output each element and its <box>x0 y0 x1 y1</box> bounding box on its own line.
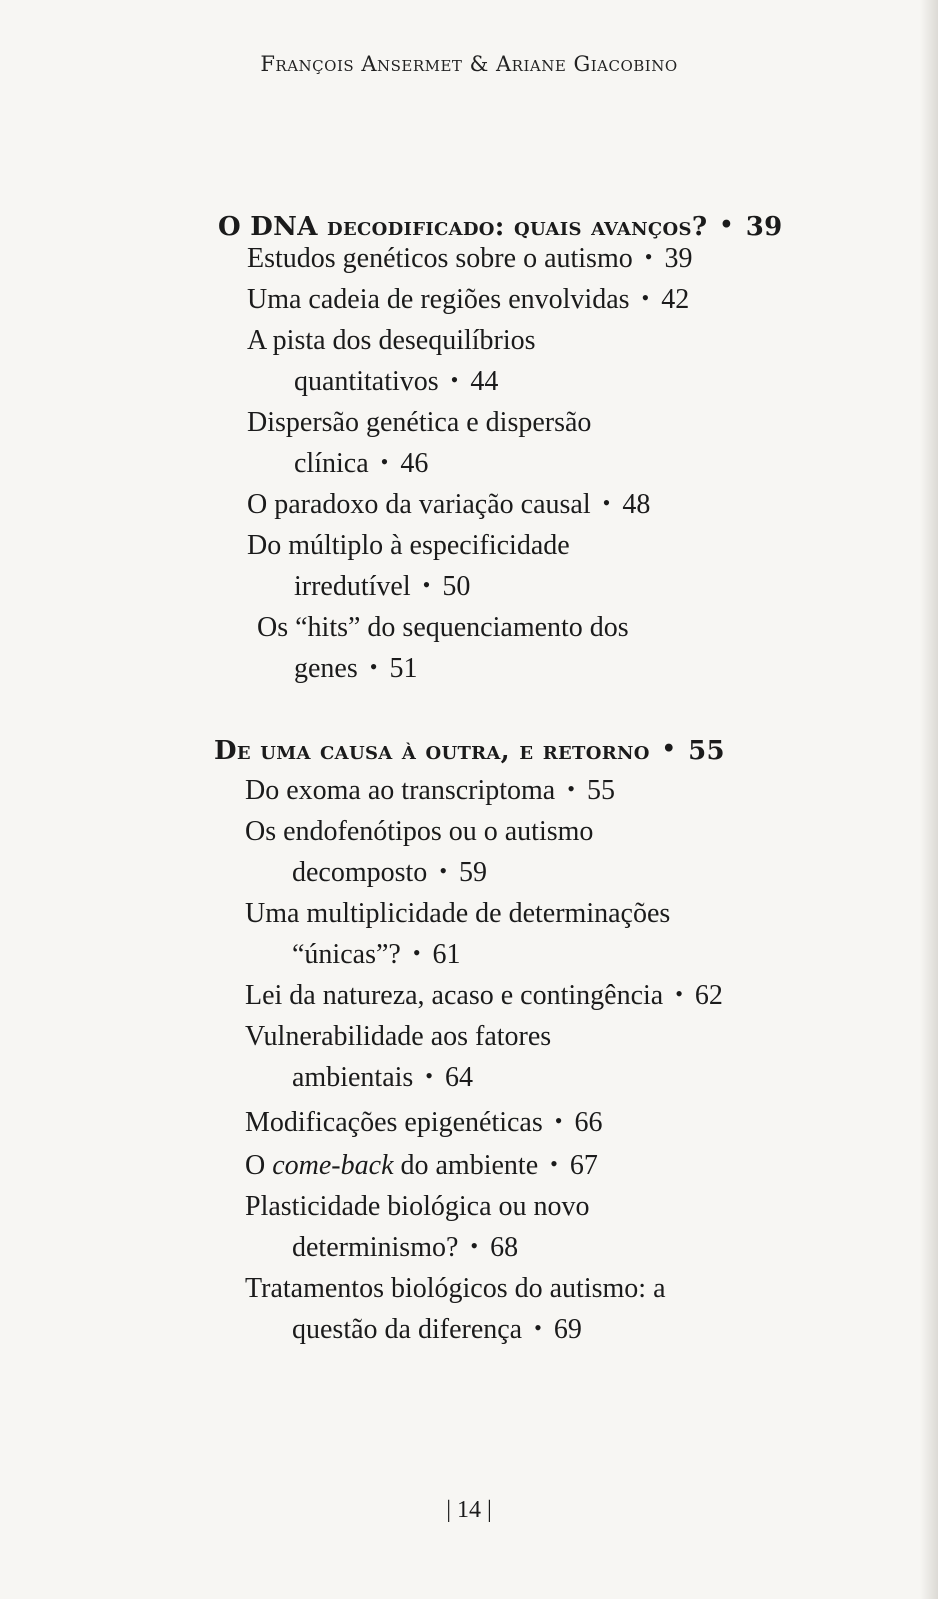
entry-title: Vulnerabilidade aos fatores <box>245 1021 552 1052</box>
toc-entry[interactable] <box>245 898 670 930</box>
toc-entry-continuation[interactable] <box>294 571 470 603</box>
entry-page: 50 <box>442 571 471 602</box>
bullet-separator: • <box>719 212 734 238</box>
bullet-separator: • <box>412 940 421 965</box>
toc-entry[interactable] <box>245 1191 590 1223</box>
entry-title-italic: come-back <box>272 1150 394 1181</box>
toc-entry[interactable] <box>245 1021 551 1053</box>
toc-entry[interactable] <box>247 243 692 275</box>
entry-title: “únicas”? <box>292 939 401 970</box>
bullet-separator: • <box>425 1063 433 1088</box>
toc-entry[interactable] <box>247 407 591 439</box>
section-title[interactable] <box>214 736 725 766</box>
entry-page: 55 <box>586 775 615 806</box>
bullet-separator: • <box>470 1233 479 1258</box>
entry-title: Modificações epigenéticas <box>245 1107 543 1138</box>
entry-page: 51 <box>389 653 418 684</box>
entry-title: Lei da natureza, acaso e contingência <box>245 980 664 1011</box>
toc-entry-continuation[interactable] <box>292 1314 582 1346</box>
entry-title: A pista dos desequilíbrios <box>247 325 536 356</box>
bullet-separator: • <box>661 736 677 762</box>
section-title-text: O DNA decodificado: quais avanços? <box>218 212 708 242</box>
entry-title: Do exoma ao transcriptoma <box>245 775 556 806</box>
toc-entry-continuation[interactable] <box>294 448 428 480</box>
entry-page: 39 <box>664 243 693 274</box>
bullet-separator: • <box>602 490 611 515</box>
section-page-number: 55 <box>688 736 725 766</box>
bullet-separator: • <box>567 776 575 801</box>
section-title-text: De uma causa à outra, e retorno <box>214 736 650 766</box>
bullet-separator: • <box>675 981 683 1006</box>
bullet-separator: • <box>369 654 378 679</box>
entry-title: Uma multiplicidade de determinações <box>245 898 671 929</box>
bullet-separator: • <box>534 1315 542 1340</box>
entry-title: clínica <box>294 448 369 479</box>
toc-entry[interactable] <box>245 980 723 1012</box>
bullet-separator: • <box>644 244 653 269</box>
entry-title: decomposto <box>292 857 428 888</box>
entry-title: Estudos genéticos sobre o autismo <box>247 243 633 274</box>
toc-entry[interactable] <box>245 1150 598 1182</box>
toc-entry[interactable] <box>245 1273 666 1305</box>
entry-title-prefix: O <box>245 1150 273 1181</box>
bullet-separator: • <box>550 1151 558 1176</box>
bullet-separator: • <box>641 285 650 310</box>
section-title[interactable] <box>218 212 783 242</box>
entry-title: Os endofenótipos ou o autismo <box>245 816 594 847</box>
entry-page: 46 <box>400 448 429 479</box>
toc-entry-continuation[interactable] <box>294 366 498 398</box>
entry-page: 48 <box>622 489 651 520</box>
entry-title: genes <box>294 653 358 684</box>
toc-entry[interactable] <box>247 489 650 521</box>
entry-page: 69 <box>553 1314 582 1345</box>
toc-entry-continuation[interactable] <box>292 1232 518 1264</box>
toc-entry[interactable] <box>245 1107 602 1139</box>
entry-page: 68 <box>490 1232 519 1263</box>
bullet-separator: • <box>439 858 448 883</box>
entry-page: 42 <box>661 284 690 315</box>
toc-entry[interactable] <box>245 816 593 848</box>
section-page-number: 39 <box>745 212 783 242</box>
entry-title: questão da diferença <box>292 1314 523 1345</box>
bullet-separator: • <box>380 449 389 474</box>
entry-title: ambientais <box>292 1062 414 1093</box>
entry-page: 67 <box>569 1150 598 1181</box>
toc-entry[interactable] <box>247 284 689 316</box>
entry-title: O paradoxo da variação causal <box>247 489 591 520</box>
entry-title: Do múltiplo à especificidade <box>247 530 570 561</box>
page-number: | 14 | <box>446 1497 492 1523</box>
running-head: François Ansermet & Ariane Giacobino <box>260 52 678 76</box>
entry-title: determinismo? <box>292 1232 459 1263</box>
entry-page: 61 <box>432 939 461 970</box>
toc-entry[interactable] <box>245 775 615 807</box>
entry-title: Plasticidade biológica ou novo <box>245 1191 590 1222</box>
toc-entry[interactable] <box>247 325 536 357</box>
entry-title: Tratamentos biológicos do autismo: a <box>245 1273 666 1304</box>
entry-page: 64 <box>445 1062 473 1093</box>
toc-entry[interactable] <box>257 612 629 644</box>
toc-entry-continuation[interactable] <box>292 939 461 971</box>
toc-entry[interactable] <box>247 530 570 562</box>
toc-entry-continuation[interactable] <box>292 1062 473 1094</box>
bullet-separator: • <box>554 1108 563 1133</box>
entry-page: 44 <box>470 366 499 397</box>
entry-title: quantitativos <box>294 366 439 397</box>
entry-title: Dispersão genética e dispersão <box>247 407 592 438</box>
bullet-separator: • <box>450 367 459 392</box>
page-edge-shadow <box>920 0 938 1599</box>
bullet-separator: • <box>422 572 431 597</box>
entry-title-suffix: do ambiente <box>393 1150 539 1181</box>
entry-page: 59 <box>459 857 488 888</box>
entry-title: irredutível <box>294 571 411 602</box>
entry-title: Uma cadeia de regiões envolvidas <box>247 284 630 315</box>
entry-page: 62 <box>694 980 723 1011</box>
entry-title: Os “hits” do sequenciamento dos <box>257 612 629 643</box>
entry-page: 66 <box>574 1107 603 1138</box>
toc-entry-continuation[interactable] <box>294 653 417 685</box>
toc-entry-continuation[interactable] <box>292 857 487 889</box>
